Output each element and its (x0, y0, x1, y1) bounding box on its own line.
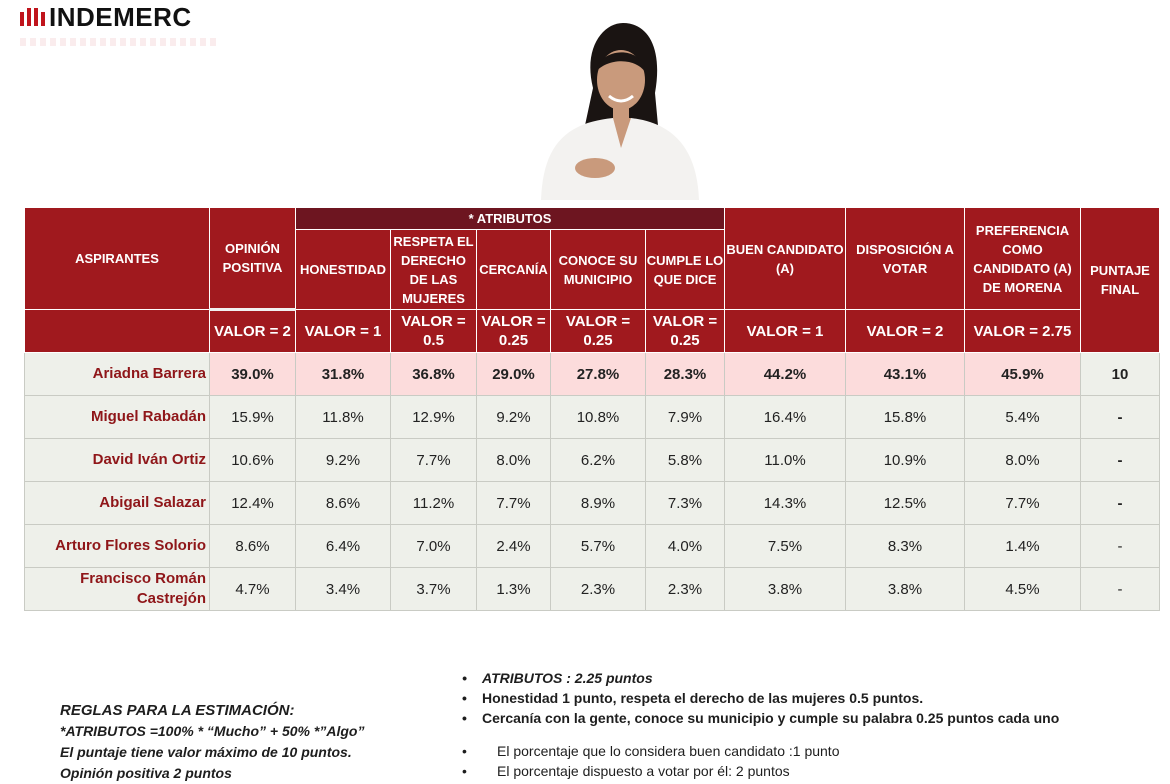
table-cell: 45.9% (965, 353, 1081, 396)
table-cell: 31.8% (296, 353, 391, 396)
table-cell: 27.8% (551, 353, 646, 396)
brand-name: INDEMERC (49, 1, 192, 32)
logo-bars-icon (20, 8, 45, 26)
table-row (25, 525, 1160, 568)
table-cell: 10.6% (210, 439, 296, 482)
table-cell: 8.6% (210, 525, 296, 568)
table-row (25, 568, 1160, 611)
note-item: • Cercanía con la gente, conoce su municipio y cumple su palabra 0.25 puntos cada uno (460, 708, 1140, 728)
table-cell: 4.7% (210, 568, 296, 611)
final-score: - (1081, 396, 1160, 439)
table-cell: 16.4% (725, 396, 846, 439)
table-row (25, 482, 1160, 525)
valor-cell: VALOR = 0.25 (646, 310, 725, 353)
table-row (25, 439, 1160, 482)
table-cell: 12.9% (391, 396, 477, 439)
table-cell: 3.7% (391, 568, 477, 611)
final-score: - (1081, 482, 1160, 525)
table-cell: 7.0% (391, 525, 477, 568)
candidate-name: Miguel Rabadán (25, 396, 210, 439)
valor-cell: VALOR = 1 (296, 310, 391, 353)
valor-cell: VALOR = 0.25 (477, 310, 551, 353)
table-cell: 9.2% (477, 396, 551, 439)
table-cell: 39.0% (210, 353, 296, 396)
candidate-name: Abigail Salazar (25, 482, 210, 525)
final-score: - (1081, 568, 1160, 611)
candidate-name: Arturo Flores Solorio (25, 525, 210, 568)
table-cell: 12.4% (210, 482, 296, 525)
final-score: - (1081, 439, 1160, 482)
candidate-portrait-icon (533, 18, 705, 200)
candidate-name: Francisco Román Castrejón (25, 568, 210, 611)
estimation-rules (60, 700, 420, 784)
rules-line: El puntaje tiene valor máximo de 10 puntos. (60, 744, 352, 760)
table-row (25, 396, 1160, 439)
valor-cell: VALOR = 2 (210, 310, 296, 353)
table-cell: 15.8% (846, 396, 965, 439)
candidate-name: David Iván Ortiz (25, 439, 210, 482)
header-conoce: CONOCE SU MUNICIPIO (551, 230, 646, 310)
table-cell: 7.7% (391, 439, 477, 482)
table-row (25, 353, 1160, 396)
table-cell: 7.5% (725, 525, 846, 568)
table-cell: 44.2% (725, 353, 846, 396)
header-aspirantes: ASPIRANTES (25, 208, 210, 310)
table-cell: 8.0% (477, 439, 551, 482)
table-cell: 43.1% (846, 353, 965, 396)
table-cell: 3.4% (296, 568, 391, 611)
header-disposicion: DISPOSICIÓN A VOTAR (846, 208, 965, 310)
table-cell: 8.3% (846, 525, 965, 568)
note-item: • ATRIBUTOS : 2.25 puntos (460, 668, 1140, 688)
table-cell: 28.3% (646, 353, 725, 396)
table-cell: 36.8% (391, 353, 477, 396)
valor-cell: VALOR = 1 (725, 310, 846, 353)
brand-logo (20, 2, 192, 32)
table-cell: 11.8% (296, 396, 391, 439)
table-cell: 8.0% (965, 439, 1081, 482)
table-cell: 12.5% (846, 482, 965, 525)
table-cell: 9.2% (296, 439, 391, 482)
table-cell: 7.9% (646, 396, 725, 439)
final-score: - (1081, 525, 1160, 568)
header-preferencia: PREFERENCIA COMO CANDIDATO (A) DE MORENA (965, 208, 1081, 310)
poll-table (24, 207, 1160, 611)
table-cell: 4.0% (646, 525, 725, 568)
header-respeta: RESPETA EL DERECHO DE LAS MUJERES (391, 230, 477, 310)
header-honestidad: HONESTIDAD (296, 230, 391, 310)
header-cercania: CERCANÍA (477, 230, 551, 310)
rules-line: *ATRIBUTOS =100% * “Mucho” + 50% *”Algo” (60, 723, 365, 739)
valor-cell: VALOR = 2.75 (965, 310, 1081, 353)
rules-title: REGLAS PARA LA ESTIMACIÓN: (60, 702, 295, 719)
table-cell: 5.4% (965, 396, 1081, 439)
table-cell: 10.8% (551, 396, 646, 439)
table-cell: 29.0% (477, 353, 551, 396)
table-cell: 7.7% (965, 482, 1081, 525)
rules-line: Opinión positiva 2 puntos (60, 765, 232, 781)
table-cell: 7.7% (477, 482, 551, 525)
table-cell: 5.7% (551, 525, 646, 568)
table-cell: 1.4% (965, 525, 1081, 568)
table-cell: 6.2% (551, 439, 646, 482)
table-cell: 7.3% (646, 482, 725, 525)
table-cell: 2.3% (646, 568, 725, 611)
valor-cell: VALOR = 2 (846, 310, 965, 353)
table-cell: 15.9% (210, 396, 296, 439)
table-cell: 11.2% (391, 482, 477, 525)
scoring-notes (460, 668, 1140, 781)
note-item: • El porcentaje que lo considera buen candidato :1 punto (460, 741, 1140, 761)
table-cell: 1.3% (477, 568, 551, 611)
header-buen-candidato: BUEN CANDIDATO (A) (725, 208, 846, 310)
table-cell: 8.9% (551, 482, 646, 525)
logo-underline (20, 38, 220, 46)
candidate-name: Ariadna Barrera (25, 353, 210, 396)
table-cell: 3.8% (725, 568, 846, 611)
header-opinion-positiva: OPINIÓN POSITIVA (210, 208, 296, 310)
header-puntaje-final: PUNTAJE FINAL (1081, 208, 1160, 353)
header-cumple: CUMPLE LO QUE DICE (646, 230, 725, 310)
final-score: 10 (1081, 353, 1160, 396)
table-cell: 2.3% (551, 568, 646, 611)
table-cell: 8.6% (296, 482, 391, 525)
valor-cell: VALOR = 0.5 (391, 310, 477, 353)
table-cell: 2.4% (477, 525, 551, 568)
valor-cell: VALOR = 0.25 (551, 310, 646, 353)
table-cell: 11.0% (725, 439, 846, 482)
table-cell: 4.5% (965, 568, 1081, 611)
header-atributos: * ATRIBUTOS (296, 208, 725, 230)
table-cell: 10.9% (846, 439, 965, 482)
table-cell: 6.4% (296, 525, 391, 568)
table-cell: 3.8% (846, 568, 965, 611)
note-item: • El porcentaje dispuesto a votar por él: 2 puntos (460, 761, 1140, 781)
valor-blank (25, 310, 210, 353)
note-item: • Honestidad 1 punto, respeta el derecho de las mujeres 0.5 puntos. (460, 688, 1140, 708)
table-cell: 5.8% (646, 439, 725, 482)
table-cell: 14.3% (725, 482, 846, 525)
